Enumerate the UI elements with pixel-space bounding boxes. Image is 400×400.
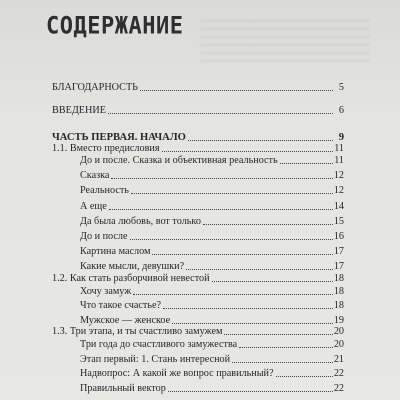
toc-entry: Реальность 12 xyxy=(80,185,344,196)
toc-entry: Сказка 12 xyxy=(80,170,344,181)
toc-entry: БЛАГОДАРНОСТЬ 5 xyxy=(52,82,344,93)
toc-entry: До и после 16 xyxy=(80,231,344,242)
toc-entry: Какие мысли, девушки? 17 xyxy=(80,261,344,272)
show-through-text xyxy=(200,18,370,62)
toc-entry: ВВЕДЕНИЕ 6 xyxy=(52,105,344,116)
toc-entry: Хочу замуж 18 xyxy=(80,286,344,297)
toc-entry: До и после. Сказка и объективная реальность 11 xyxy=(80,155,344,166)
page-title: СОДЕРЖАНИЕ xyxy=(46,12,184,40)
toc-entry: Три года до счастливого замужества 20 xyxy=(80,339,344,350)
toc-entry: 1.2. Как стать разборчивой невестой 18 xyxy=(52,273,344,284)
toc-entry: А еще 14 xyxy=(80,201,344,212)
toc-entry: 1.1. Вместо предисловия 11 xyxy=(52,143,344,154)
toc-entry: Мужское — женское 19 xyxy=(80,315,344,326)
toc-entry: Что такое счастье? 18 xyxy=(80,300,344,311)
toc-entry: Правильный вектор 22 xyxy=(80,383,344,394)
toc-entry: 1.3. Три этапа, и ты счастливо замужем 20 xyxy=(52,326,344,337)
toc-entry: Да была любовь, вот только 15 xyxy=(80,216,344,227)
toc-entry: Картина маслом 17 xyxy=(80,246,344,257)
toc-part-entry: ЧАСТЬ ПЕРВАЯ. НАЧАЛО 9 xyxy=(52,132,344,143)
toc-entry: Надвопрос: А какой же вопрос правильный? 22 xyxy=(80,368,344,379)
toc-entry: Этап первый: 1. Стань интересной 21 xyxy=(80,354,344,365)
